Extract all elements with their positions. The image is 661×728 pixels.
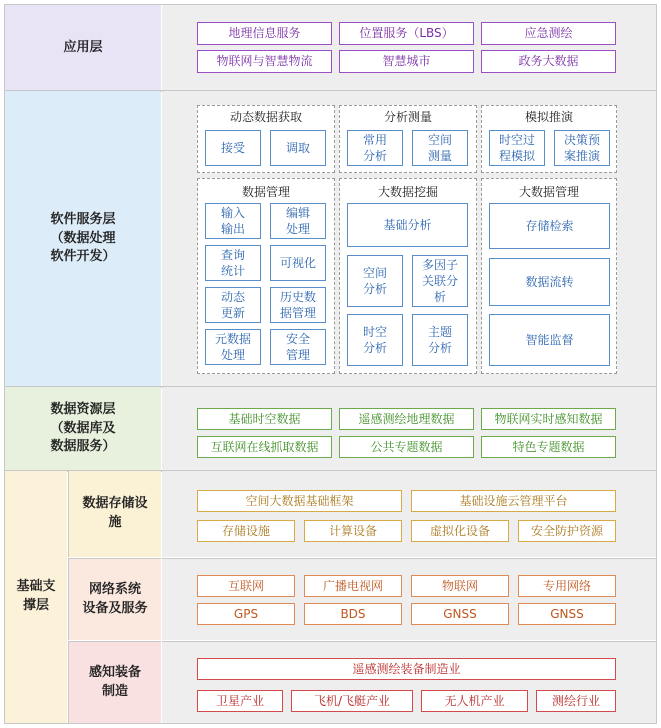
storage-item-security: 安全防护资源 — [518, 520, 616, 542]
datamgmt-item-io: 输入 输出 — [205, 203, 261, 239]
storage-item-virtualization: 虚拟化设备 — [411, 520, 509, 542]
sensing-item-uav: 无人机产业 — [421, 690, 528, 712]
sensing-item-surveying: 测绘行业 — [536, 690, 616, 712]
network-item-iot: 物联网 — [411, 575, 509, 597]
dynamic-item-retrieve: 调取 — [270, 130, 326, 166]
group-bigdata-management-title: 大数据管理 — [518, 185, 579, 199]
storage-item-compute: 计算设备 — [304, 520, 402, 542]
simulation-item-decision: 决策预 案推演 — [554, 130, 610, 166]
network-item-gnss-2: GNSS — [518, 603, 616, 625]
data-item-internet-crawl: 互联网在线抓取数据 — [197, 436, 332, 458]
data-item-iot-realtime: 物联网实时感知数据 — [481, 408, 616, 430]
application-layer-content — [162, 5, 656, 91]
bigmgmt-item-flow: 数据流转 — [489, 258, 610, 306]
software-layer-label: 软件服务层 （数据处理 软件开发） — [5, 91, 161, 387]
datamgmt-item-update: 动态 更新 — [205, 287, 261, 323]
mining-item-topic: 主题 分析 — [412, 314, 468, 366]
sensing-item-aircraft: 飞机/飞艇产业 — [291, 690, 413, 712]
mining-item-spatial: 空间 分析 — [347, 255, 403, 307]
sensing-item-rs-equipment: 遥感测绘装备制造业 — [197, 658, 616, 680]
sensing-item-satellite: 卫星产业 — [197, 690, 283, 712]
app-item-emergency-mapping: 应急测绘 — [481, 22, 616, 45]
analysis-item-spatial-measure: 空间 测量 — [412, 130, 468, 166]
simulation-item-process: 时空过 程模拟 — [489, 130, 545, 166]
storage-section-label: 数据存储设 施 — [68, 471, 161, 557]
app-item-smart-city: 智慧城市 — [339, 50, 474, 73]
group-simulation-title: 模拟推演 — [524, 110, 573, 124]
datamgmt-item-security: 安全 管理 — [270, 329, 326, 365]
dynamic-item-receive: 接受 — [205, 130, 261, 166]
network-item-gps: GPS — [197, 603, 295, 625]
mining-item-spatiotemporal: 时空 分析 — [347, 314, 403, 366]
app-item-gis-service: 地理信息服务 — [197, 22, 332, 45]
analysis-item-common: 常用 分析 — [347, 130, 403, 166]
data-item-basic-spatiotemporal: 基础时空数据 — [197, 408, 332, 430]
network-section-label: 网络系统 设备及服务 — [68, 558, 161, 640]
datamgmt-item-metadata: 元数据 处理 — [205, 329, 261, 365]
app-item-iot-logistics: 物联网与智慧物流 — [197, 50, 332, 73]
network-item-gnss-1: GNSS — [411, 603, 509, 625]
data-item-remote-sensing: 遥感测绘地理数据 — [339, 408, 474, 430]
group-analysis-title: 分析测量 — [383, 110, 432, 124]
group-bigdata-mining-title: 大数据挖掘 — [377, 185, 438, 199]
datamgmt-item-query: 查询 统计 — [205, 245, 261, 281]
infrastructure-layer-label: 基础支 撑层 — [5, 471, 67, 723]
group-data-management-title: 数据管理 — [241, 185, 290, 199]
data-item-special-topic: 特色专题数据 — [481, 436, 616, 458]
datamgmt-item-edit: 编辑 处理 — [270, 203, 326, 239]
mining-item-multifactor: 多因子 关联分 析 — [412, 255, 468, 307]
bigmgmt-item-supervision: 智能监督 — [489, 314, 610, 366]
storage-item-spatial-framework: 空间大数据基础框架 — [197, 490, 402, 512]
storage-item-cloud-platform: 基础设施云管理平台 — [411, 490, 616, 512]
data-item-public-topic: 公共专题数据 — [339, 436, 474, 458]
storage-item-storage: 存储设施 — [197, 520, 295, 542]
storage-section-content — [162, 471, 656, 557]
datamgmt-item-history: 历史数 据管理 — [270, 287, 326, 323]
network-item-internet: 互联网 — [197, 575, 295, 597]
data-resource-layer-label: 数据资源层 （数据库及 数据服务） — [5, 387, 161, 471]
sensing-section-label: 感知装备 制造 — [68, 641, 161, 723]
network-item-private: 专用网络 — [518, 575, 616, 597]
datamgmt-item-visualize: 可视化 — [270, 245, 326, 281]
app-item-lbs: 位置服务（LBS） — [339, 22, 474, 45]
network-item-bds: BDS — [304, 603, 402, 625]
network-item-broadcast-tv: 广播电视网 — [304, 575, 402, 597]
app-item-gov-bigdata: 政务大数据 — [481, 50, 616, 73]
network-section-content — [162, 558, 656, 640]
application-layer-label: 应用层 — [5, 5, 161, 91]
bigmgmt-item-storage: 存储检索 — [489, 203, 610, 249]
mining-item-basic: 基础分析 — [347, 203, 468, 247]
group-dynamic-data-title: 动态数据获取 — [229, 110, 302, 124]
